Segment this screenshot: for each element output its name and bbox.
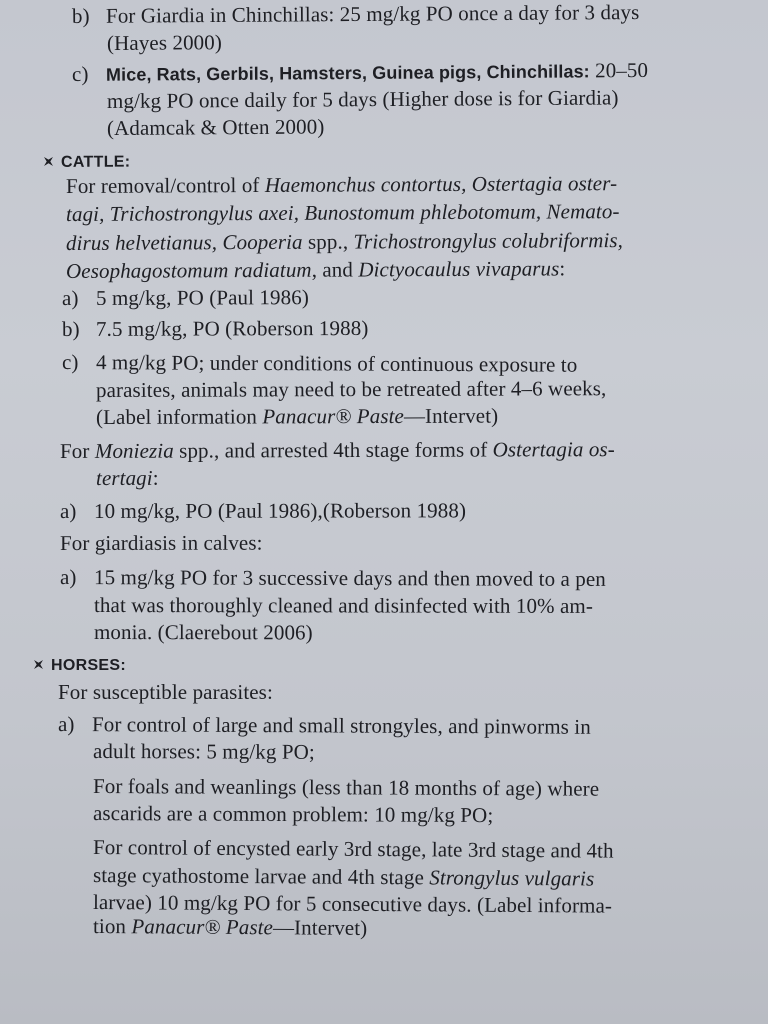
line-text: spp., and arrested 4th stage forms of bbox=[173, 437, 493, 463]
list-label: a) bbox=[57, 712, 75, 737]
text-line bbox=[66, 170, 617, 199]
line-text: adult horses: 5 mg/kg PO; bbox=[92, 739, 315, 764]
italic-text: Moniezia bbox=[94, 438, 174, 463]
line-text: ascarids are a common problem: 10 mg/kg PO; bbox=[92, 801, 494, 828]
line-text: that was thoroughly cleaned and disinfected with 10% am- bbox=[93, 593, 593, 618]
text-line bbox=[60, 564, 606, 592]
text-line bbox=[66, 255, 565, 284]
italic-text: Dictyocaulus vivaparus bbox=[358, 256, 560, 282]
line-text: : bbox=[559, 256, 566, 281]
line-text: 5 mg/kg, PO (Paul 1986) bbox=[95, 285, 309, 310]
line-text: 4 mg/kg PO; under conditions of continuous exposure to bbox=[95, 350, 578, 377]
line-text: (Label information bbox=[95, 404, 263, 429]
line-text: 7.5 mg/kg, PO (Roberson 1988) bbox=[95, 315, 369, 341]
text-line bbox=[94, 592, 593, 619]
line-text: For control of large and small strongyles, and pinworms in bbox=[91, 712, 591, 739]
text-line bbox=[96, 465, 159, 491]
line-text: For control of encysted early 3rd stage, late 3rd stage and 4th bbox=[92, 835, 614, 863]
text-line bbox=[107, 29, 222, 56]
text-line bbox=[93, 834, 614, 864]
line-text: For giardiasis in calves: bbox=[59, 530, 263, 555]
italic-text: Haemonchus contortus, Ostertagia oster- bbox=[264, 171, 618, 197]
line-text: monia. (Claerebout 2006) bbox=[93, 620, 313, 645]
line-text: tion bbox=[92, 914, 132, 939]
text-line bbox=[66, 227, 623, 256]
line-text: (Hayes 2000) bbox=[106, 30, 223, 55]
list-label: c) bbox=[61, 350, 79, 375]
line-text: —Intervet) bbox=[272, 915, 368, 940]
section-heading-horses bbox=[34, 650, 126, 679]
italic-text: dirus helvetianus, Cooperia bbox=[65, 229, 303, 255]
section-bullet-icon bbox=[34, 660, 43, 669]
line-text: mg/kg PO once daily for 5 days (Higher dose is for Giardia) bbox=[106, 85, 619, 113]
italic-text: Strongylus vulgaris bbox=[429, 865, 595, 891]
line-text: For susceptible parasites: bbox=[58, 680, 273, 704]
text-line bbox=[94, 619, 313, 645]
italic-text: tagi, Trichostrongylus axei, Bunostomum phlebotomum, Nemato- bbox=[65, 199, 620, 226]
line-text: (Adamcak & Otten 2000) bbox=[106, 114, 325, 140]
text-line bbox=[107, 113, 325, 141]
text-line bbox=[93, 800, 493, 828]
text-line bbox=[58, 679, 273, 705]
text-line bbox=[60, 530, 263, 556]
line-text: spp., bbox=[302, 229, 354, 254]
section-heading-cattle bbox=[44, 147, 130, 176]
text-line bbox=[93, 862, 594, 891]
text-line bbox=[62, 284, 309, 311]
list-label: a) bbox=[59, 565, 77, 590]
text-line bbox=[107, 84, 619, 114]
text-line bbox=[96, 403, 498, 430]
italic-text: Oesophagostomum radiatum bbox=[65, 257, 312, 283]
line-text: For foals and weanlings (less than 18 months of age) where bbox=[92, 774, 600, 801]
line-text: For bbox=[59, 438, 95, 463]
text-line bbox=[72, 0, 640, 29]
text-line bbox=[60, 436, 615, 464]
text-line bbox=[96, 375, 606, 403]
italic-text: Ostertagia os- bbox=[492, 437, 615, 462]
section-bullet-icon bbox=[44, 157, 53, 166]
heading-text: HORSES: bbox=[51, 657, 126, 674]
list-label: a) bbox=[59, 498, 77, 523]
text-line bbox=[62, 349, 577, 378]
italic-text: Panacur® Paste bbox=[262, 403, 404, 429]
line-text: 10 mg/kg, PO (Paul 1986),(Roberson 1988) bbox=[93, 498, 467, 523]
line-text: 15 mg/kg PO for 3 successive days and then moved to a pen bbox=[93, 565, 606, 591]
line-text: parasites, animals may need to be retreated after 4–6 weeks, bbox=[95, 376, 607, 402]
text-line bbox=[93, 913, 367, 941]
line-text: , and bbox=[311, 257, 359, 282]
text-line bbox=[62, 315, 368, 342]
text-line bbox=[60, 497, 466, 524]
italic-text: Trichostrongylus colubriformis, bbox=[353, 228, 624, 254]
text-line bbox=[93, 738, 315, 765]
list-label: a) bbox=[61, 285, 79, 310]
italic-text: Panacur® Paste bbox=[131, 914, 274, 940]
text-line bbox=[72, 57, 648, 88]
line-text: larvae) 10 mg/kg PO for 5 consecutive days. (Label informa- bbox=[92, 890, 613, 918]
list-label: b) bbox=[71, 3, 90, 28]
list-label: b) bbox=[61, 316, 80, 341]
text-line bbox=[93, 773, 599, 802]
line-text: : bbox=[152, 465, 159, 490]
species-list: Mice, Rats, Gerbils, Hamsters, Guinea pigs, Chinchillas: bbox=[105, 61, 590, 85]
italic-text: tertagi bbox=[95, 465, 153, 490]
line-text: —Intervet) bbox=[403, 403, 499, 428]
text-line bbox=[66, 198, 620, 227]
list-label: c) bbox=[71, 61, 89, 86]
line-text: 20–50 bbox=[589, 57, 649, 83]
heading-text: CATTLE: bbox=[60, 153, 131, 171]
line-text: stage cyathostome larvae and 4th stage bbox=[92, 863, 430, 890]
text-line bbox=[58, 711, 591, 740]
line-text: For Giardia in Chinchillas: 25 mg/kg PO once a day for 3 days bbox=[105, 0, 640, 28]
line-text: For removal/control of bbox=[65, 172, 265, 198]
